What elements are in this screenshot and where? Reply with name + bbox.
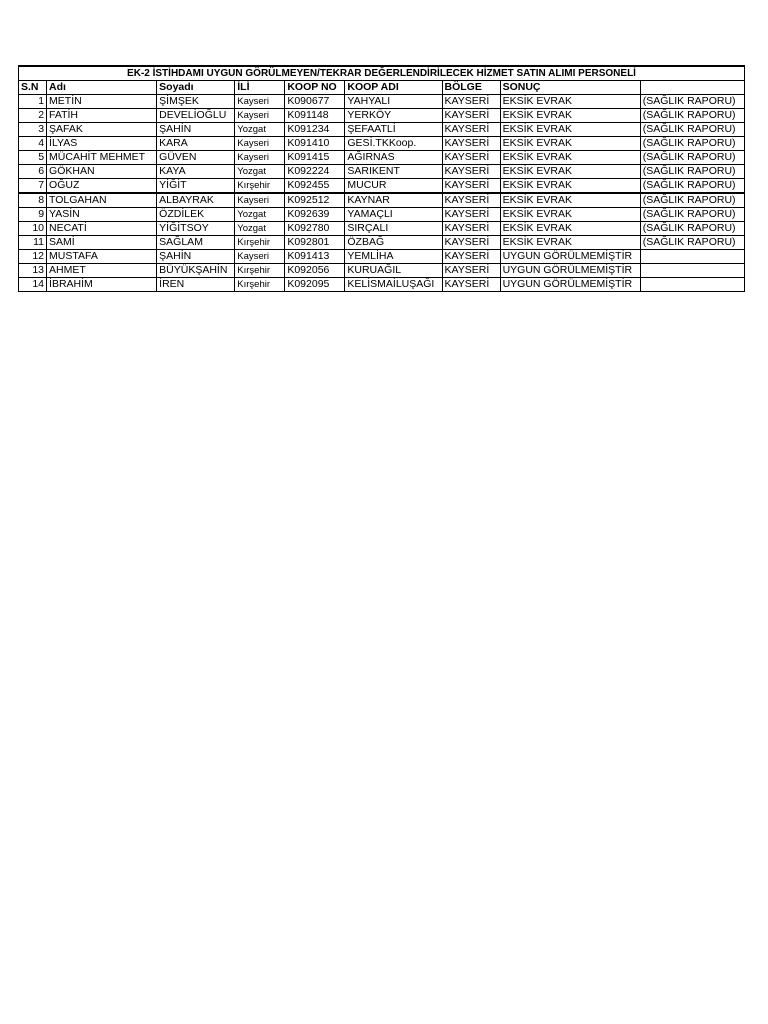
cell-koop-adi: GESİ.TKKoop. xyxy=(345,137,442,151)
cell-sn: 14 xyxy=(19,278,47,292)
cell-bolge: KAYSERİ xyxy=(442,208,500,222)
cell-bolge: KAYSERİ xyxy=(442,165,500,179)
cell-koop-adi: KELİSMAİLUŞAĞI xyxy=(345,278,442,292)
cell-adi: FATİH xyxy=(47,109,157,123)
cell-bolge: KAYSERİ xyxy=(442,109,500,123)
table-row xyxy=(19,222,745,236)
cell-adi: METİN xyxy=(47,95,157,109)
header-sn: S.N xyxy=(19,81,47,95)
cell-sonuc: UYGUN GÖRÜLMEMİŞTİR xyxy=(500,264,640,278)
cell-adi: NECATİ xyxy=(47,222,157,236)
title-row xyxy=(19,66,745,81)
cell-ili: Kırşehir xyxy=(235,179,285,194)
cell-extra: (SAĞLIK RAPORU) xyxy=(640,123,744,137)
cell-ili: Kırşehir xyxy=(235,264,285,278)
cell-soyadi: ŞAHİN xyxy=(157,123,235,137)
table-row xyxy=(19,208,745,222)
cell-adi: AHMET xyxy=(47,264,157,278)
cell-extra xyxy=(640,278,744,292)
cell-adi: GÖKHAN xyxy=(47,165,157,179)
cell-koop-adi: YERKÖY xyxy=(345,109,442,123)
header-soyadi: Soyadı xyxy=(157,81,235,95)
cell-bolge: KAYSERİ xyxy=(442,236,500,250)
cell-extra: (SAĞLIK RAPORU) xyxy=(640,151,744,165)
cell-sn: 3 xyxy=(19,123,47,137)
cell-koop-no: K092780 xyxy=(285,222,345,236)
cell-sn: 5 xyxy=(19,151,47,165)
table-row xyxy=(19,95,745,109)
cell-extra: (SAĞLIK RAPORU) xyxy=(640,179,744,194)
cell-sn: 12 xyxy=(19,250,47,264)
cell-extra: (SAĞLIK RAPORU) xyxy=(640,193,744,208)
cell-sonuc: EKSİK EVRAK xyxy=(500,193,640,208)
cell-bolge: KAYSERİ xyxy=(442,137,500,151)
cell-koop-adi: YAHYALI xyxy=(345,95,442,109)
cell-koop-adi: KAYNAR xyxy=(345,193,442,208)
cell-ili: Yozgat xyxy=(235,222,285,236)
cell-adi: MÜCAHİT MEHMET xyxy=(47,151,157,165)
header-sonuc: SONUÇ xyxy=(500,81,640,95)
cell-soyadi: ÖZDİLEK xyxy=(157,208,235,222)
cell-koop-adi: ÖZBAĞ xyxy=(345,236,442,250)
cell-extra: (SAĞLIK RAPORU) xyxy=(640,236,744,250)
cell-adi: OĞUZ xyxy=(47,179,157,194)
cell-koop-no: K092512 xyxy=(285,193,345,208)
cell-koop-no: K092639 xyxy=(285,208,345,222)
cell-soyadi: ALBAYRAK xyxy=(157,193,235,208)
cell-sonuc: UYGUN GÖRÜLMEMİŞTİR xyxy=(500,250,640,264)
cell-koop-no: K091234 xyxy=(285,123,345,137)
cell-bolge: KAYSERİ xyxy=(442,250,500,264)
header-koop-no: KOOP NO xyxy=(285,81,345,95)
cell-sonuc: EKSİK EVRAK xyxy=(500,165,640,179)
cell-ili: Yozgat xyxy=(235,123,285,137)
cell-extra: (SAĞLIK RAPORU) xyxy=(640,109,744,123)
cell-sonuc: EKSİK EVRAK xyxy=(500,222,640,236)
table-row xyxy=(19,278,745,292)
cell-soyadi: ŞAHİN xyxy=(157,250,235,264)
cell-adi: TOLGAHAN xyxy=(47,193,157,208)
cell-bolge: KAYSERİ xyxy=(442,193,500,208)
table-row xyxy=(19,193,745,208)
cell-soyadi: YİĞİT xyxy=(157,179,235,194)
cell-koop-adi: AĞIRNAS xyxy=(345,151,442,165)
cell-soyadi: GÜVEN xyxy=(157,151,235,165)
table-row xyxy=(19,250,745,264)
cell-extra: (SAĞLIK RAPORU) xyxy=(640,165,744,179)
table-row xyxy=(19,137,745,151)
cell-sn: 10 xyxy=(19,222,47,236)
cell-koop-no: K092056 xyxy=(285,264,345,278)
header-row xyxy=(19,81,745,95)
header-ili: İLİ xyxy=(235,81,285,95)
cell-bolge: KAYSERİ xyxy=(442,151,500,165)
cell-koop-adi: ŞEFAATLİ xyxy=(345,123,442,137)
cell-koop-adi: YAMAÇLI xyxy=(345,208,442,222)
cell-koop-adi: SARIKENT xyxy=(345,165,442,179)
cell-koop-no: K092095 xyxy=(285,278,345,292)
cell-sn: 2 xyxy=(19,109,47,123)
cell-sonuc: EKSİK EVRAK xyxy=(500,95,640,109)
cell-adi: YASİN xyxy=(47,208,157,222)
cell-ili: Kayseri xyxy=(235,250,285,264)
cell-ili: Yozgat xyxy=(235,208,285,222)
table-row xyxy=(19,123,745,137)
document-title: EK-2 İSTİHDAMI UYGUN GÖRÜLMEYEN/TEKRAR DEĞERLENDİRİLECEK HİZMET SATIN ALIMI PERSONELİ xyxy=(19,66,745,81)
cell-extra xyxy=(640,250,744,264)
cell-adi: MUSTAFA xyxy=(47,250,157,264)
cell-bolge: KAYSERİ xyxy=(442,179,500,194)
cell-koop-no: K090677 xyxy=(285,95,345,109)
cell-sn: 9 xyxy=(19,208,47,222)
table-row xyxy=(19,179,745,194)
cell-adi: SAMİ xyxy=(47,236,157,250)
cell-sonuc: EKSİK EVRAK xyxy=(500,179,640,194)
cell-sonuc: EKSİK EVRAK xyxy=(500,109,640,123)
cell-soyadi: KARA xyxy=(157,137,235,151)
cell-sonuc: EKSİK EVRAK xyxy=(500,137,640,151)
cell-soyadi: KAYA xyxy=(157,165,235,179)
cell-soyadi: ŞİMŞEK xyxy=(157,95,235,109)
cell-ili: Kırşehir xyxy=(235,278,285,292)
cell-koop-no: K092801 xyxy=(285,236,345,250)
cell-extra: (SAĞLIK RAPORU) xyxy=(640,208,744,222)
cell-koop-adi: MUCUR xyxy=(345,179,442,194)
cell-sn: 8 xyxy=(19,193,47,208)
cell-koop-no: K091148 xyxy=(285,109,345,123)
cell-sn: 6 xyxy=(19,165,47,179)
cell-soyadi: İREN xyxy=(157,278,235,292)
cell-koop-no: K091410 xyxy=(285,137,345,151)
cell-ili: Kırşehir xyxy=(235,236,285,250)
cell-bolge: KAYSERİ xyxy=(442,278,500,292)
cell-sn: 1 xyxy=(19,95,47,109)
cell-ili: Kayseri xyxy=(235,137,285,151)
cell-sonuc: UYGUN GÖRÜLMEMİŞTİR xyxy=(500,278,640,292)
cell-soyadi: SAĞLAM xyxy=(157,236,235,250)
cell-adi: İLYAS xyxy=(47,137,157,151)
cell-extra: (SAĞLIK RAPORU) xyxy=(640,137,744,151)
cell-bolge: KAYSERİ xyxy=(442,222,500,236)
cell-ili: Kayseri xyxy=(235,109,285,123)
table-row xyxy=(19,236,745,250)
cell-koop-adi: KURUAĞIL xyxy=(345,264,442,278)
cell-koop-no: K091413 xyxy=(285,250,345,264)
cell-sn: 4 xyxy=(19,137,47,151)
personnel-table xyxy=(18,65,745,292)
cell-soyadi: BÜYÜKŞAHİN xyxy=(157,264,235,278)
header-adi: Adı xyxy=(47,81,157,95)
cell-bolge: KAYSERİ xyxy=(442,264,500,278)
header-bolge: BÖLGE xyxy=(442,81,500,95)
cell-extra xyxy=(640,264,744,278)
cell-bolge: KAYSERİ xyxy=(442,123,500,137)
table-row xyxy=(19,109,745,123)
cell-extra: (SAĞLIK RAPORU) xyxy=(640,222,744,236)
cell-ili: Kayseri xyxy=(235,193,285,208)
cell-ili: Kayseri xyxy=(235,95,285,109)
cell-bolge: KAYSERİ xyxy=(442,95,500,109)
cell-adi: İBRAHİM xyxy=(47,278,157,292)
cell-ili: Yozgat xyxy=(235,165,285,179)
cell-soyadi: YİĞİTSOY xyxy=(157,222,235,236)
cell-sn: 7 xyxy=(19,179,47,194)
cell-koop-no: K091415 xyxy=(285,151,345,165)
table-row xyxy=(19,264,745,278)
cell-koop-no: K092455 xyxy=(285,179,345,194)
cell-sn: 11 xyxy=(19,236,47,250)
cell-extra: (SAĞLIK RAPORU) xyxy=(640,95,744,109)
cell-adi: ŞAFAK xyxy=(47,123,157,137)
cell-soyadi: DEVELİOĞLU xyxy=(157,109,235,123)
cell-sonuc: EKSİK EVRAK xyxy=(500,151,640,165)
cell-koop-adi: YEMLİHA xyxy=(345,250,442,264)
cell-koop-no: K092224 xyxy=(285,165,345,179)
header-extra xyxy=(640,81,744,95)
cell-sonuc: EKSİK EVRAK xyxy=(500,236,640,250)
header-koop-adi: KOOP ADI xyxy=(345,81,442,95)
cell-sn: 13 xyxy=(19,264,47,278)
cell-ili: Kayseri xyxy=(235,151,285,165)
table-row xyxy=(19,165,745,179)
table-row xyxy=(19,151,745,165)
cell-koop-adi: SIRÇALI xyxy=(345,222,442,236)
cell-sonuc: EKSİK EVRAK xyxy=(500,123,640,137)
cell-sonuc: EKSİK EVRAK xyxy=(500,208,640,222)
